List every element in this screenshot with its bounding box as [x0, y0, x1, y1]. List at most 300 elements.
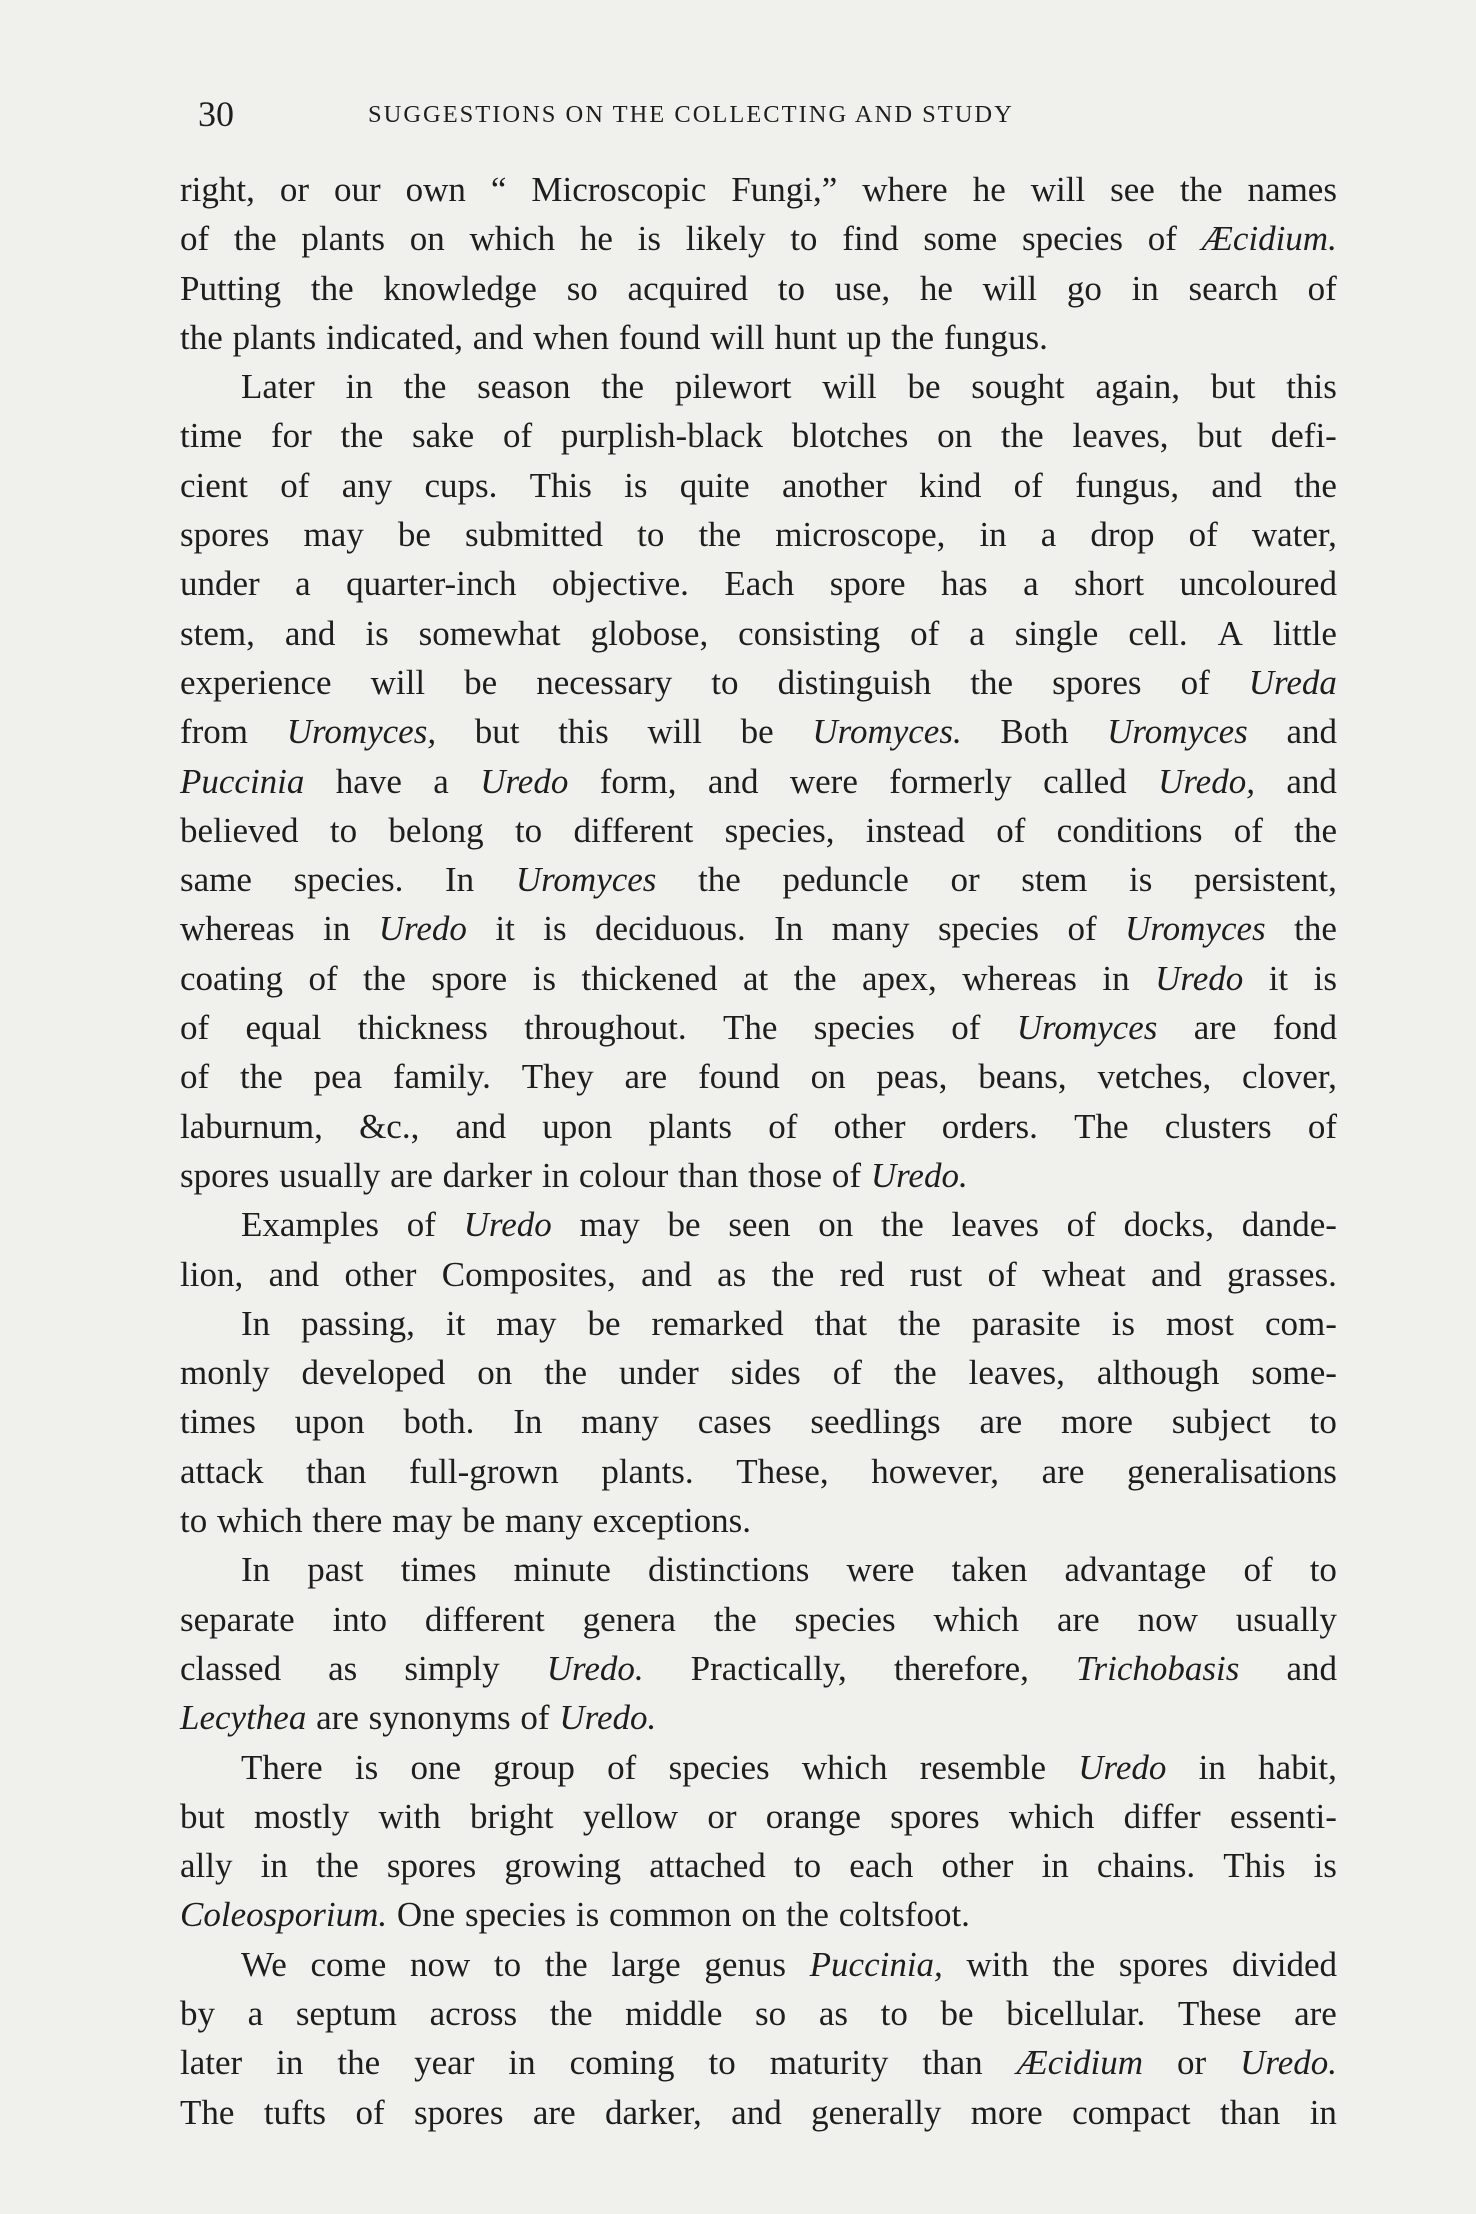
word: the	[1294, 810, 1337, 850]
word: more	[970, 2092, 1043, 2132]
word: objective.	[551, 564, 689, 604]
word: deciduous.	[595, 909, 746, 949]
word: is	[624, 465, 648, 505]
word: parasite	[971, 1303, 1081, 1343]
word: in	[979, 515, 1007, 555]
word: are	[316, 1698, 359, 1738]
word: to	[493, 1944, 522, 1984]
word: the	[793, 958, 837, 998]
text-line	[180, 855, 1337, 904]
word: seedlings	[810, 1402, 941, 1442]
word: simply	[404, 1648, 500, 1688]
word: as	[328, 1648, 358, 1688]
word: exceptions.	[592, 1501, 752, 1541]
word: in	[508, 2043, 536, 2083]
word: the	[310, 268, 354, 308]
word: may	[579, 1205, 640, 1245]
word: advantage	[1064, 1550, 1207, 1590]
word: attack	[180, 1451, 264, 1491]
text-line	[180, 461, 1337, 510]
word: will	[982, 268, 1038, 308]
word: orange	[765, 1796, 861, 1836]
word: go	[1066, 268, 1102, 308]
text-line	[180, 264, 1337, 313]
word: divided	[1232, 1944, 1337, 1984]
word: of	[1188, 515, 1218, 555]
text-line	[180, 2038, 1337, 2087]
word: apex,	[861, 958, 937, 998]
text-line	[180, 2088, 1337, 2137]
text-line	[180, 1890, 1337, 1939]
word: have	[335, 761, 402, 801]
word: this	[558, 712, 609, 752]
word: across	[429, 1993, 518, 2033]
word: times	[180, 1402, 256, 1442]
word: but	[180, 1796, 225, 1836]
word: be	[907, 367, 941, 407]
text-line	[180, 1200, 1337, 1249]
word: darker	[442, 1155, 533, 1195]
word: search	[1188, 268, 1278, 308]
word: cups.	[424, 465, 498, 505]
word: but	[1197, 416, 1243, 456]
word: subject	[1171, 1402, 1271, 1442]
word: leaves	[951, 1205, 1039, 1245]
word: distinctions	[647, 1550, 810, 1590]
word: orders.	[941, 1106, 1038, 1146]
word: uncoloured	[1179, 564, 1337, 604]
word: indicated,	[325, 317, 463, 357]
word: is	[575, 1895, 600, 1935]
word: may	[303, 515, 364, 555]
word: the	[698, 515, 742, 555]
word: of	[180, 1057, 210, 1097]
word: in	[541, 1155, 570, 1195]
word: into	[332, 1599, 387, 1639]
word: to	[790, 219, 818, 259]
word: fungus.	[943, 317, 1048, 357]
word: middle	[625, 1993, 723, 2033]
word: distinguish	[777, 662, 932, 702]
word: be	[462, 1501, 496, 1541]
word: are	[1041, 1451, 1085, 1491]
word: other	[344, 1254, 417, 1294]
word: the	[893, 1353, 937, 1393]
word: species	[937, 909, 1040, 949]
word: In	[241, 1550, 271, 1590]
word: of	[180, 1008, 210, 1048]
word: rust	[909, 1254, 963, 1294]
text-line	[180, 1841, 1337, 1890]
word: passing,	[301, 1303, 415, 1343]
word: In	[241, 1303, 271, 1343]
italic-word: Lecythea	[180, 1698, 307, 1738]
word: he	[919, 268, 953, 308]
word: a	[295, 564, 311, 604]
word: blotches	[791, 416, 909, 456]
word: and	[472, 317, 524, 357]
running-title: SUGGESTIONS ON THE COLLECTING AND STUDY	[368, 101, 1014, 128]
word: pea	[313, 1057, 363, 1097]
word: drop	[1090, 515, 1155, 555]
word: the	[786, 1895, 829, 1935]
word: purplish-black	[560, 416, 764, 456]
word: species	[1021, 219, 1124, 259]
word: than	[306, 1451, 367, 1491]
word: to	[793, 1846, 822, 1886]
word: colour	[578, 1155, 669, 1195]
word: thickness	[357, 1008, 488, 1048]
word: so	[755, 1993, 787, 2033]
word: which	[217, 1501, 303, 1541]
word: coming	[569, 2043, 675, 2083]
word: same	[180, 860, 252, 900]
word: in	[1131, 268, 1159, 308]
italic-word: Uromyces	[1125, 909, 1266, 949]
word: which	[1008, 1796, 1095, 1836]
word: “	[490, 170, 507, 209]
word: is	[637, 219, 661, 259]
word: will	[370, 662, 426, 702]
word: and	[1286, 761, 1337, 801]
word: defi-	[1270, 416, 1337, 456]
word: the	[601, 367, 645, 407]
word: vetches,	[1097, 1057, 1212, 1097]
word: thickened	[581, 958, 718, 998]
word: chains.	[1096, 1846, 1196, 1886]
text-line	[180, 904, 1337, 953]
word: so	[566, 268, 598, 308]
text-line	[180, 1052, 1337, 1101]
word: therefore,	[893, 1648, 1029, 1688]
italic-word: Uredo.	[559, 1698, 657, 1738]
word: be	[667, 1205, 701, 1245]
word: however,	[871, 1451, 1000, 1491]
word: are	[532, 2092, 576, 2132]
word: in	[345, 367, 373, 407]
word: experience	[180, 662, 332, 702]
word: red	[839, 1254, 885, 1294]
word: whereas	[180, 909, 295, 949]
word: One	[396, 1895, 456, 1935]
text-line	[180, 1545, 1337, 1594]
word: stem,	[180, 613, 255, 653]
word: whereas	[962, 958, 1077, 998]
word: maturity	[769, 2043, 889, 2083]
text-line	[180, 1151, 1337, 1200]
word: are	[624, 1057, 668, 1097]
word: of	[1307, 268, 1337, 308]
word: one	[410, 1747, 462, 1787]
word: cell.	[1128, 613, 1188, 653]
text-line	[180, 954, 1337, 1003]
word: year	[414, 2043, 475, 2083]
italic-word: Coleosporium.	[180, 1895, 388, 1935]
word: is	[1313, 1846, 1337, 1886]
word: any	[341, 465, 393, 505]
word: growing	[504, 1846, 622, 1886]
word: most	[1165, 1303, 1235, 1343]
word: of	[1307, 1106, 1337, 1146]
word: These,	[736, 1451, 829, 1491]
text-line	[180, 1792, 1337, 1841]
word: com-	[1264, 1303, 1337, 1343]
word: many	[505, 1501, 583, 1541]
word: darker,	[605, 2092, 702, 2132]
word: clusters	[1164, 1106, 1272, 1146]
word: has	[941, 564, 988, 604]
word: throughout.	[524, 1008, 687, 1048]
text-line	[180, 1348, 1337, 1397]
word: to	[1309, 1550, 1337, 1590]
word: large	[611, 1944, 681, 1984]
text-line	[180, 609, 1337, 658]
word: the	[337, 2043, 381, 2083]
word: the	[1294, 909, 1337, 949]
word: Both	[1000, 712, 1069, 752]
word: peas,	[876, 1057, 948, 1097]
word: found	[618, 317, 701, 357]
word: clover,	[1242, 1057, 1337, 1097]
word: the	[1179, 170, 1223, 209]
italic-word: Uredo.	[546, 1648, 644, 1688]
word: right,	[180, 170, 255, 209]
text-line	[180, 214, 1337, 263]
word: or	[279, 170, 309, 209]
word: spores	[1052, 662, 1142, 702]
word: the	[1000, 416, 1044, 456]
word: which	[469, 219, 556, 259]
word: although	[1096, 1353, 1220, 1393]
word: acquired	[627, 268, 749, 308]
word: persistent,	[1194, 860, 1337, 900]
word: of	[1013, 465, 1043, 505]
word: spores	[180, 515, 270, 555]
word: in	[276, 2043, 304, 2083]
word: both.	[403, 1402, 475, 1442]
italic-word: Æcidium.	[1201, 219, 1337, 259]
text-line	[180, 1250, 1337, 1299]
word: sides	[730, 1353, 801, 1393]
word: of	[951, 1008, 981, 1048]
word: on	[818, 1205, 854, 1245]
word: on	[741, 1895, 777, 1935]
word: In	[513, 1402, 543, 1442]
word: stem	[1021, 860, 1088, 900]
italic-word: Uredo	[1155, 958, 1244, 998]
word: These	[1177, 1993, 1262, 2033]
word: quarter-inch	[346, 564, 517, 604]
word: as	[818, 1993, 848, 2033]
word: is	[532, 958, 556, 998]
word: or	[950, 860, 980, 900]
word: upon	[542, 1106, 613, 1146]
word: Later	[241, 367, 315, 407]
word: docks,	[1123, 1205, 1214, 1245]
word: attached	[649, 1846, 766, 1886]
word: The	[180, 2092, 235, 2132]
word: The	[1074, 1106, 1129, 1146]
word: see	[1110, 170, 1155, 209]
word: different	[573, 810, 694, 850]
word: on	[409, 219, 445, 259]
word: common	[609, 1895, 732, 1935]
text-line	[180, 165, 1337, 214]
word: wheat	[1042, 1254, 1126, 1294]
word: in	[1198, 1747, 1226, 1787]
word: of	[996, 810, 1026, 850]
word: each	[849, 1846, 914, 1886]
word: and	[707, 761, 759, 801]
italic-word: Uredo	[1078, 1747, 1167, 1787]
word: or	[707, 1796, 737, 1836]
italic-word: Uromyces	[515, 860, 657, 900]
text-line	[180, 313, 1337, 362]
word: species.	[293, 860, 404, 900]
word: mostly	[253, 1796, 350, 1836]
word: more	[1060, 1402, 1133, 1442]
word: fungus,	[1075, 465, 1180, 505]
word: different	[424, 1599, 545, 1639]
word: may	[496, 1303, 557, 1343]
word: spore	[431, 958, 508, 998]
word: many	[831, 909, 910, 949]
word: of	[1067, 909, 1097, 949]
word: Each	[724, 564, 795, 604]
word: were	[846, 1550, 915, 1590]
word: our	[333, 170, 381, 209]
word: form,	[599, 761, 677, 801]
word: of	[768, 1106, 798, 1146]
word: of	[910, 613, 940, 653]
word: usually	[279, 1155, 381, 1195]
word: somewhat	[418, 613, 561, 653]
word: are	[979, 1402, 1023, 1442]
word: at	[743, 958, 769, 998]
text-line	[180, 1940, 1337, 1989]
word: remarked	[651, 1303, 784, 1343]
word: but	[1210, 367, 1256, 407]
italic-word: Puccinia,	[809, 1944, 943, 1984]
word: other	[833, 1106, 906, 1146]
word: or	[1176, 2043, 1207, 2083]
word: separate	[180, 1599, 295, 1639]
word: the	[698, 860, 741, 900]
word: it	[495, 909, 515, 949]
text-line	[180, 707, 1337, 756]
word: another	[781, 465, 887, 505]
word: found	[698, 1057, 780, 1097]
word: coating	[180, 958, 284, 998]
word: believed	[180, 810, 299, 850]
word: but	[474, 712, 520, 752]
word: will	[822, 367, 877, 407]
word: of	[502, 416, 533, 456]
word: are	[390, 1155, 433, 1195]
text-line	[180, 1743, 1337, 1792]
word: under	[180, 564, 260, 604]
word: to	[514, 810, 543, 850]
word: the	[340, 416, 384, 456]
word: are	[1294, 1993, 1337, 2033]
word: likely	[685, 219, 766, 259]
word: bicellular.	[1006, 1993, 1146, 2033]
word: which	[933, 1599, 1020, 1639]
word: plants	[301, 219, 386, 259]
italic-word: Uredo,	[1158, 761, 1255, 801]
italic-word: Æcidium	[1016, 2043, 1143, 2083]
word: in	[323, 909, 351, 949]
word: were	[789, 761, 858, 801]
text-line	[180, 1989, 1337, 2038]
word: The	[723, 1008, 778, 1048]
word: with	[966, 1944, 1029, 1984]
word: the	[1052, 1944, 1096, 1984]
word: species	[794, 1599, 896, 1639]
word: on	[810, 1057, 846, 1097]
word: water,	[1251, 515, 1337, 555]
word: This	[1223, 1846, 1286, 1886]
word: that	[814, 1303, 868, 1343]
word: called	[1043, 761, 1127, 801]
word: group	[493, 1747, 575, 1787]
word: of	[1243, 1550, 1273, 1590]
word: will	[710, 317, 765, 357]
word: when	[533, 317, 609, 357]
word: of	[1233, 810, 1263, 850]
word: Practically,	[690, 1648, 847, 1688]
word: plants.	[601, 1451, 694, 1491]
word: the	[315, 1846, 359, 1886]
word: are	[1056, 1599, 1100, 1639]
word: later	[180, 2043, 243, 2083]
word: the	[771, 1254, 815, 1294]
word: microscope,	[775, 515, 946, 555]
word: and	[1211, 465, 1262, 505]
word: essenti-	[1229, 1796, 1337, 1836]
word: of	[1066, 1205, 1096, 1245]
word: formerly	[889, 761, 1012, 801]
word: come	[310, 1944, 387, 1984]
word: now	[1137, 1599, 1198, 1639]
word: those	[748, 1155, 823, 1195]
running-head	[198, 94, 1338, 134]
word: is	[1313, 958, 1337, 998]
word: of	[607, 1747, 637, 1787]
word: Fungi,”	[731, 170, 838, 209]
text-line	[180, 510, 1337, 559]
word: is	[354, 1747, 379, 1787]
word: lion,	[180, 1254, 244, 1294]
word: submitted	[464, 515, 604, 555]
word: Putting	[180, 268, 282, 308]
word: In	[774, 909, 804, 949]
word: resemble	[919, 1747, 1047, 1787]
text-line	[180, 362, 1337, 411]
word: is	[1111, 1303, 1135, 1343]
word: the	[880, 1205, 924, 1245]
word: taken	[951, 1550, 1028, 1590]
word: be	[587, 1303, 621, 1343]
word: compact	[1072, 2092, 1191, 2132]
word: of	[832, 1353, 862, 1393]
word: genera	[582, 1599, 676, 1639]
word: ally	[180, 1846, 233, 1886]
word: some-	[1251, 1353, 1337, 1393]
word: the	[180, 317, 223, 357]
word: use,	[834, 268, 891, 308]
body-text	[180, 165, 1337, 2137]
